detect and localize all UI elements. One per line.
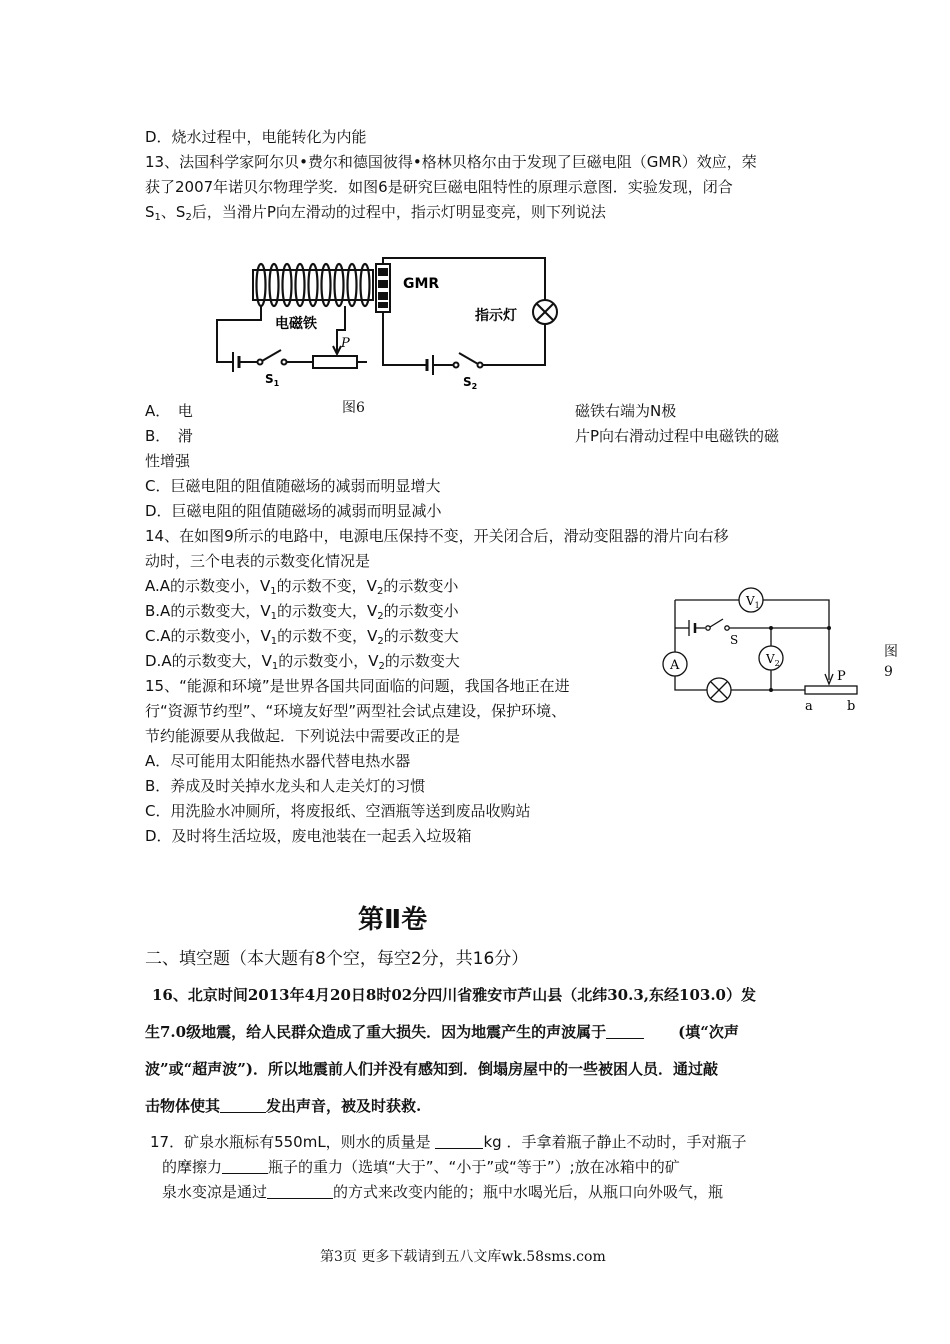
- q15-option-d: D．及时将生活垃圾，废电池装在一起丢入垃圾箱: [145, 827, 472, 845]
- switch-1-blade: [262, 350, 281, 361]
- switch-2-pivot: [454, 363, 459, 368]
- right-wire-left: [383, 312, 427, 365]
- figure-6-caption: 图6: [342, 400, 365, 416]
- q13-option-a-right: 磁铁右端为N极: [575, 402, 677, 420]
- q13-option-b-right: 片P向右滑动过程中电磁铁的磁: [575, 427, 780, 445]
- switch-9-blade: [710, 619, 723, 627]
- label-p: P: [837, 669, 846, 684]
- label-end-b: b: [847, 699, 856, 714]
- q15-option-b: B．养成及时关掉水龙头和人走关灯的习惯: [145, 777, 426, 795]
- q13-stem-line3: $S_1$、$S_2$后，当滑片P向左滑动的过程中，指示灯明显变亮，则下列说法: [145, 203, 606, 223]
- label-switch-s: S: [730, 633, 739, 647]
- switch-2-blade: [459, 353, 478, 364]
- q13-stem-line1: 13、法国科学家阿尔贝•费尔和德国彼得•格林贝格尔由于发现了巨磁电阻（GMR）效应，荣: [145, 153, 757, 171]
- q13-option-a-left: A． 电: [145, 402, 193, 420]
- q15-stem-line3: 节约能源要从我做起．下列说法中需要改正的是: [145, 727, 461, 745]
- section-heading: 二、填空题（本大题有8个空，每空2分，共16分）: [145, 949, 529, 969]
- q15-option-c: C．用洗脸水冲厕所，将废报纸、空酒瓶等送到废品收购站: [145, 802, 531, 820]
- label-v2: $V_2$: [766, 652, 780, 668]
- q14-option-d: D.A的示数变大，$V_1$的示数变小，$V_2$的示数变大: [145, 652, 460, 672]
- rheostat-9: [805, 686, 857, 694]
- page-footer: 第3页 更多下载请到五八文库wk.58sms.com: [320, 1249, 606, 1265]
- q14-option-a: A.A的示数变小，$V_1$的示数不变，$V_2$的示数变小: [145, 577, 459, 597]
- label-v1: $V_1$: [746, 594, 760, 610]
- switch-1-contact: [282, 360, 287, 365]
- q14-option-b: B.A的示数变大，$V_1$的示数变大，$V_2$的示数变小: [145, 602, 459, 622]
- q16-line4: 击物体使其 发出声音，被及时获救.: [145, 1097, 422, 1115]
- q12-option-d: D．烧水过程中，电能转化为内能: [145, 128, 367, 146]
- q17-line3: 泉水变凉是通过 的方式来改变内能的；瓶中水喝光后，从瓶口向外吸气，瓶: [162, 1183, 724, 1201]
- q14-stem-line1: 14、在如图9所示的电路中，电源电压保持不变，开关闭合后，滑动变阻器的滑片向右移: [145, 527, 729, 545]
- label-indicator-lamp: 指示灯: [475, 308, 517, 324]
- section-title: 第Ⅱ卷: [358, 905, 428, 935]
- q14-stem-line2: 动时，三个电表的示数变化情况是: [145, 552, 371, 570]
- q14-option-c: C.A的示数变小，$V_1$的示数不变，$V_2$的示数变大: [145, 627, 459, 647]
- q17-line2: 的摩擦力 瓶子的重力（选填“大于”、“小于”或“等于”）;放在冰箱中的矿: [162, 1158, 680, 1176]
- q15-stem-line1: 15、“能源和环境”是世界各国共同面临的问题，我国各地正在进: [145, 677, 570, 695]
- label-s1: $S_1$: [265, 372, 280, 388]
- q16-line1: 16、北京时间2013年4月20日8时02分四川省雅安市芦山县（北纬30.3,东经103.0）发: [152, 986, 756, 1004]
- label-slider-p: P: [341, 336, 350, 351]
- figure-9-caption-bottom: 9: [884, 664, 893, 680]
- switch-9-pivot: [706, 626, 710, 630]
- switch-9-contact: [725, 626, 729, 630]
- figure-9-circuit: [655, 580, 885, 720]
- label-electromagnet: 电磁铁: [275, 316, 317, 332]
- left-wire-1: [217, 306, 261, 362]
- q13-option-b-left: B． 滑: [145, 427, 193, 445]
- label-end-a: a: [805, 699, 813, 714]
- label-ammeter: A: [670, 658, 680, 673]
- q13-option-b-cont: 性增强: [145, 452, 191, 470]
- label-s2: $S_2$: [463, 375, 478, 391]
- right-wire-bottom: [483, 324, 545, 365]
- figure-6-circuit: [205, 250, 560, 420]
- q13-stem-line2: 获了2007年诺贝尔物理学奖．如图6是研究巨磁电阻特性的原理示意图．实验发现，闭合: [145, 178, 733, 196]
- q13-option-d: D．巨磁电阻的阻值随磁场的减弱而明显减小: [145, 502, 442, 520]
- q13-option-c: C．巨磁电阻的阻值随磁场的减弱而明显增大: [145, 477, 441, 495]
- q16-line2: 生7.0级地震，给人民群众造成了重大损失．因为地震产生的声波属于 (填“次声: [145, 1023, 739, 1041]
- q17-line1: 17．矿泉水瓶标有550mL，则水的质量是 kg ．手拿着瓶子静止不动时，手对瓶子: [150, 1133, 747, 1151]
- figure-9-caption-top: 图: [884, 644, 898, 660]
- q15-stem-line2: 行“资源节约型”、“环境友好型”两型社会试点建设，保护环境、: [145, 702, 567, 720]
- label-gmr: GMR: [403, 276, 440, 292]
- q15-option-a: A．尽可能用太阳能热水器代替电热水器: [145, 752, 411, 770]
- rheostat-1: [313, 356, 357, 368]
- q16-line3: 波”或“超声波”)．所以地震前人们并没有感知到．倒塌房屋中的一些被困人员．通过敲: [145, 1060, 718, 1078]
